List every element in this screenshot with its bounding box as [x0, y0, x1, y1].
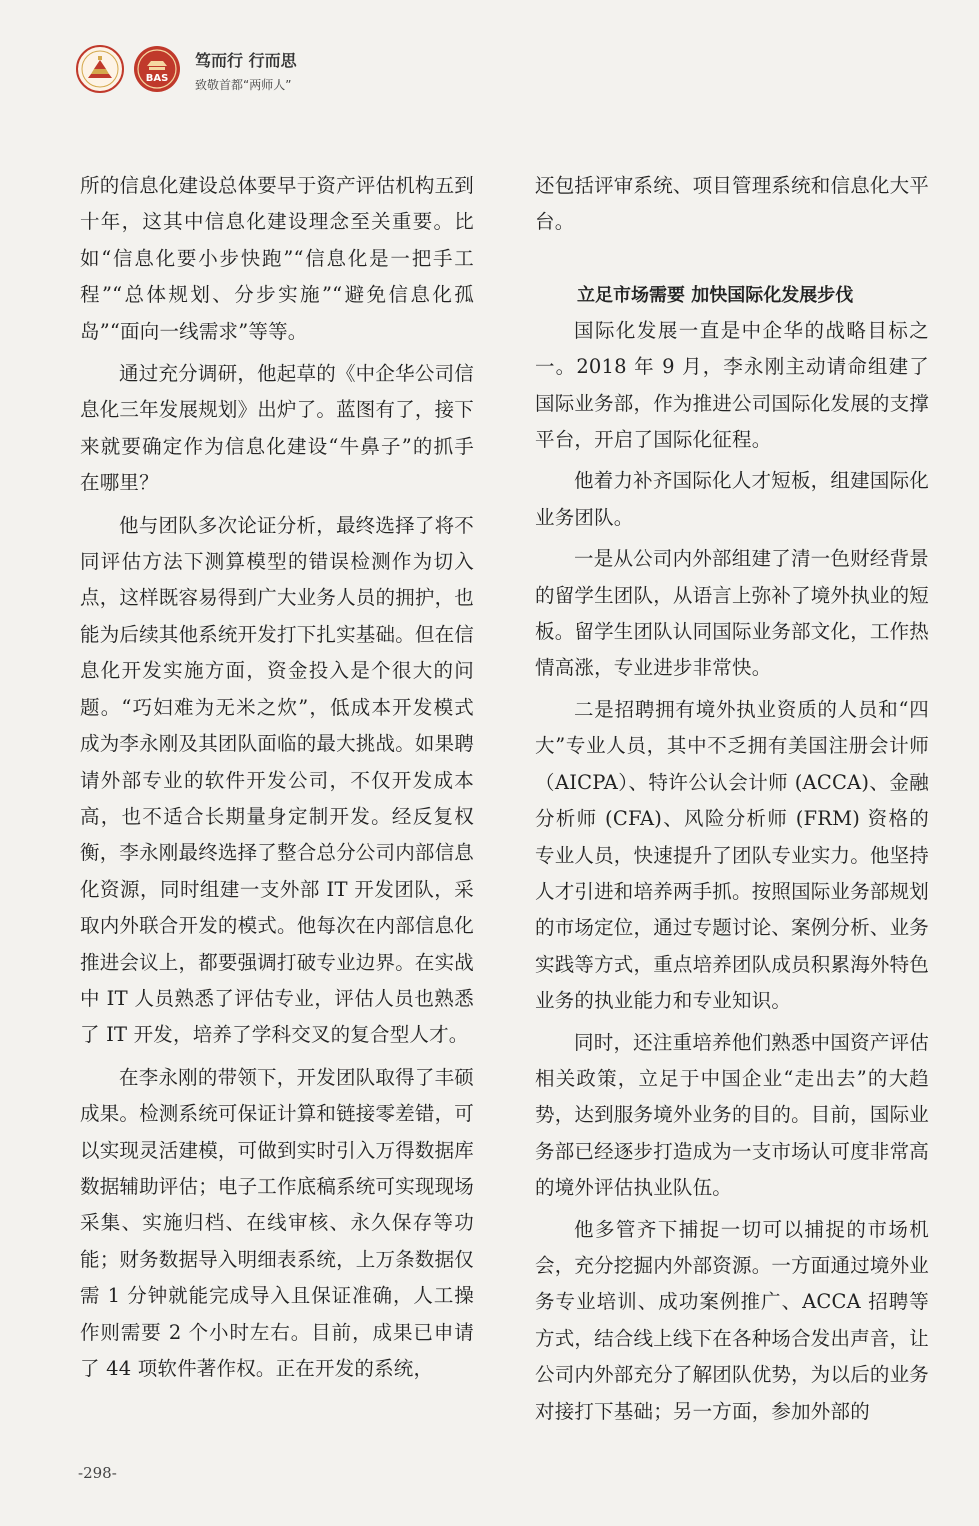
section-heading: 立足市场需要 加快国际化发展步伐: [577, 284, 854, 306]
header-subtitle: 致敬首都“两师人”: [195, 78, 292, 92]
paragraph: 一是从公司内外部组建了清一色财经背景的留学生团队，从语言上弥补了境外执业的短板。留学生团队认同国际业务部文化，工作热情高涨，专业进步非常快。: [535, 547, 930, 680]
paragraph: 在李永刚的带领下，开发团队取得了丰硕成果。检测系统可保证计算和链接零差错，可以实现灵活建模，可做到实时引入万得数据库数据辅助评估；电子工作底稿系统可实现现场采集、实施归档、在线审核、永久保存等功能；财务数据导入明细表系统，上万条数据仅需 1 分钟就能完成导入且保证准确，人工操作则需要 2 个小时左右。目前，成果已申请了 44 项软件著作权。正在开发的系统，: [80, 1065, 475, 1380]
left-column: [80, 168, 474, 1387]
paragraph: 他多管齐下捕捉一切可以捕捉的市场机会，充分挖掘内外部资源。一方面通过境外业务专业培训、成功案例推广、ACCA 招聘等方式，结合线上线下在各种场合发出声音，让公司内外部充分了解团队优势，为以后的业务对接打下基础；另一方面，参加外部的: [535, 1217, 930, 1423]
bas-logo-text: BAS: [145, 73, 169, 84]
right-column: [535, 168, 929, 1430]
bas-logo-icon: [132, 44, 182, 94]
temple-seal-icon: [75, 44, 125, 94]
paragraph: 还包括评审系统、项目管理系统和信息化大平台。: [535, 174, 930, 234]
paragraph: 所的信息化建设总体要早于资产评估机构五到十年，这其中信息化建设理念至关重要。比如“信息化要小步快跑”“信息化是一把手工程”“总体规划、分步实施”“避免信息化孤岛”“面向一线需求”等等。: [80, 174, 475, 343]
paragraph: 国际化发展一直是中企华的战略目标之一。2018 年 9 月，李永刚主动请命组建了国际业务部，作为推进公司国际化发展的支撑平台，开启了国际化征程。: [535, 318, 930, 452]
page-header: [75, 42, 395, 102]
paragraph: 同时，还注重培养他们熟悉中国资产评估相关政策，立足于中国企业“走出去”的大趋势，达到服务境外业务的目的。目前，国际业务部已经逐步打造成为一支市场认可度非常高的境外评估执业队伍。: [535, 1030, 930, 1200]
paragraph: 他与团队多次论证分析，最终选择了将不同评估方法下测算模型的错误检测作为切入点，这样既容易得到广大业务人员的拥护，也能为后续其他系统开发打下扎实基础。但在信息化开发实施方面，资金投入是个很大的问题。“巧妇难为无米之炊”，低成本开发模式成为李永刚及其团队面临的最大挑战。如果聘请外部专业的软件开发公司，不仅开发成本高，也不适合长期量身定制开发。经反复权衡，李永刚最终选择了整合总分公司内部信息化资源，同时组建一支外部 IT 开发团队，采取内外联合开发的模式。他每次在内部信息化推进会议上，都要强调打破专业边界。在实战中 IT 人员熟悉了评估专业，评估人员也熟悉了 IT 开发，培养了学科交叉的复合型人才。: [80, 513, 475, 1047]
header-title: 笃而行 行而思: [195, 51, 297, 70]
page-number: -298-: [78, 1464, 117, 1482]
paragraph: 他着力补齐国际化人才短板，组建国际化业务团队。: [535, 469, 929, 529]
paragraph: 二是招聘拥有境外执业资质的人员和“四大”专业人员，其中不乏拥有美国注册会计师（AICPA）、特许公认会计师 (ACCA)、金融分析师 (CFA)、风险分析师 (FRM) 资格的专业人员，快速提升了团队专业实力。他坚持人才引进和培养两手抓。按照国际业务部规划的市场定位，通过专题讨论、案例分析、业务实践等方式，重点培养团队成员积累海外特色业务的执业能力和专业知识。: [535, 697, 930, 1013]
paragraph: 通过充分调研，他起草的《中企华公司信息化三年发展规划》出炉了。蓝图有了，接下来就要确定作为信息化建设“牛鼻子”的抓手在哪里？: [80, 362, 475, 495]
